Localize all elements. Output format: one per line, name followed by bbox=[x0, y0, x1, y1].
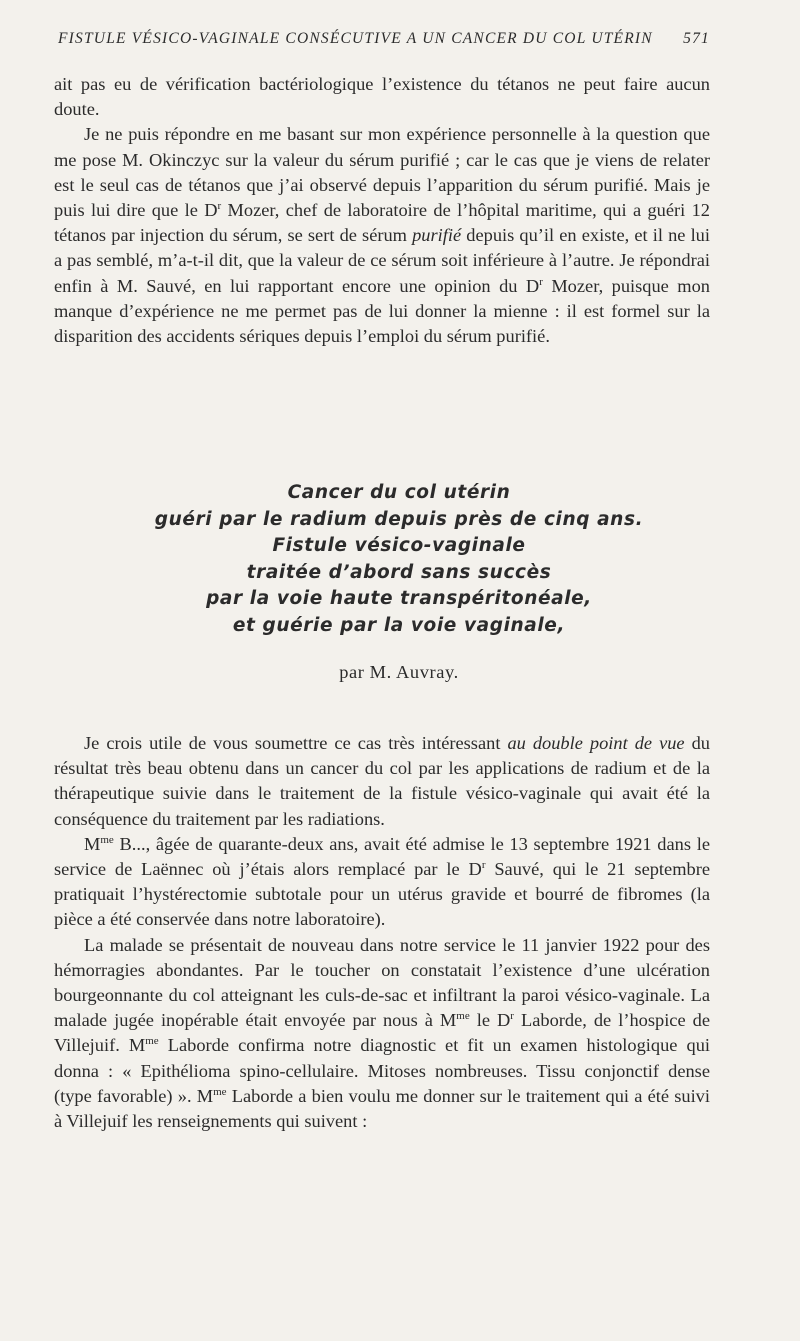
title-line: Cancer du col utérin bbox=[287, 482, 511, 503]
title-line: guéri par le radium depuis près de cinq ans. bbox=[154, 508, 644, 530]
paragraph: Je ne puis répondre en me basant sur mon expérience personnelle à la question que me pose M. Okinczyc sur la valeur du sérum purifié ; car le cas que je viens de relater est le seul cas de tétanos que j’ai observé depuis l’apparition du sérum purifié. Mais je puis lui dire que le $D^r$ Mozer, chef de laboratoire de l’hôpital maritime, qui a guéri 12 tétanos par injection du sérum, se sert de sérum purifié depuis qu’il en existe, et il ne lui a pas semblé, m’a-t-il dit, que la valeur de ce sérum soit inférieure à l’autre. Je répondrai enfin à M. Sauvé, en lui rapportant encore une opinion du $D^r$ Mozer, puisque mon manque d’expérience ne me permet pas de lui donner la mienne : il est formel sur la disparition des accidents sériques depuis l’emploi du sérum purifié. bbox=[54, 124, 710, 347]
paragraph: $M^{me}$ B..., âgée de quarante-deux ans, avait été admise le 13 septembre 1921 dans le service de Laënnec où j’étais alors remplacé par le $D^r$ Sauvé, qui le 21 septembre pratiquait l’hystérectomie subtotale pour un utérus gravide et bourré de fibromes (la pièce a été conservée dans notre laboratoire). bbox=[54, 833, 710, 930]
author-byline: par M. Auvray. bbox=[339, 662, 459, 682]
article-body bbox=[54, 731, 710, 1134]
title-line: par la voie haute transpéritonéale, bbox=[206, 588, 592, 610]
previous-article-conclusion bbox=[54, 72, 710, 349]
title-line: traitée d’abord sans succès bbox=[246, 561, 552, 583]
running-header bbox=[58, 30, 710, 48]
paragraph: ait pas eu de vérification bactériologique l’existence du tétanos ne peut faire aucun doute. bbox=[54, 74, 710, 120]
paragraph: Je crois utile de vous soumettre ce cas très intéressant au double point de vue du résultat très beau obtenu dans un cancer du col par les applications de radium et de la thérapeutique suivie dans le traitement de la fistule vésico-vaginale qui avait été la conséquence du traitement par les radiations. bbox=[54, 733, 710, 829]
running-title: FISTULE VÉSICO-VAGINALE CONSÉCUTIVE A UN CANCER DU COL UTÉRIN bbox=[58, 30, 653, 47]
paragraph: La malade se présentait de nouveau dans notre service le 11 janvier 1922 pour des hémorragies abondantes. Par le toucher on constatait l’existence d’une ulcération bourgeonnante du col atteignant les culs-de-sac et infiltrant la paroi vésico-vaginale. La malade jugée inopérable était envoyée par nous à $M^{me}$ le $D^r$ Laborde, de l’hospice de Villejuif. $M^{me}$ Laborde confirma notre diagnostic et fit un examen histologique qui donna : « Epithélioma spino-cellulaire. Mitoses nombreuses. Tissu conjonctif dense (type favorable) ». $M^{me}$ Laborde a bien voulu me donner sur le traitement qui a été suivi à Villejuif les renseignements qui suivent : bbox=[54, 934, 710, 1132]
title-line: Fistule vésico-vaginale bbox=[272, 535, 526, 557]
article-title bbox=[54, 480, 744, 640]
title-line: et guérie par la voie vaginale, bbox=[232, 614, 566, 636]
page-number: 571 bbox=[683, 30, 710, 47]
